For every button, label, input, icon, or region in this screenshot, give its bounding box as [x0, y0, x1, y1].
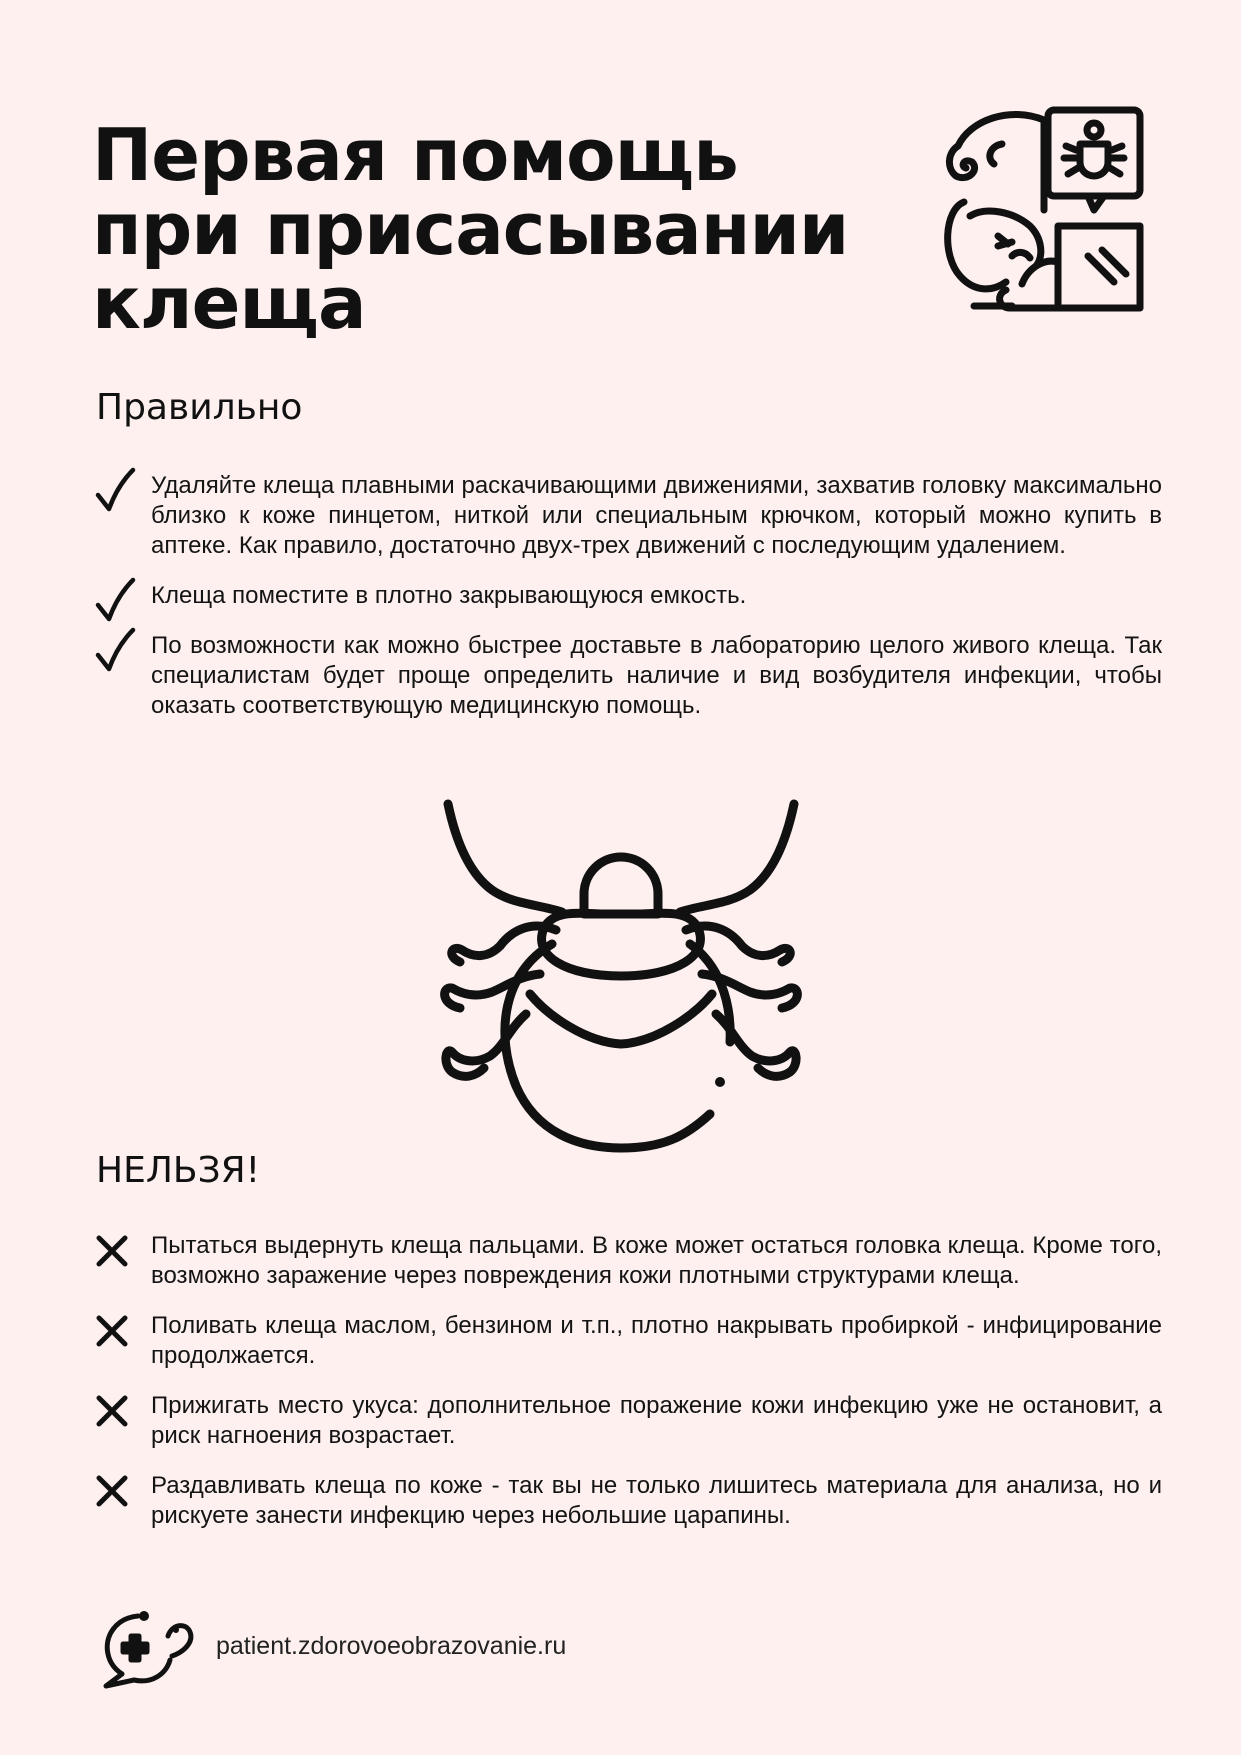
- forbidden-heading: НЕЛЬЗЯ!: [96, 1150, 261, 1191]
- title-line-3: клеща: [92, 261, 366, 345]
- checkmark-icon: [92, 627, 136, 675]
- forbidden-item-text: Раздавливать клеща по коже - так вы не только лишитесь материала для анализа, но и рискуете занести инфекцию через небольшие царапины.: [151, 1472, 1162, 1529]
- footer-url[interactable]: patient.zdorovoeobrazovanie.ru: [216, 1632, 567, 1660]
- cross-icon: [92, 1470, 136, 1518]
- cross-icon: [92, 1230, 136, 1278]
- correct-list: [92, 471, 1162, 721]
- correct-item: [92, 631, 1162, 721]
- doctor-with-tick-icon: [940, 106, 1150, 312]
- tick-icon: [436, 796, 806, 1160]
- medical-chat-logo-icon: [100, 1608, 196, 1690]
- correct-item-text: По возможности как можно быстрее доставьте в лабораторию целого живого клеща. Так специалистам будет проще определить наличие и вид возбудителя инфекции, чтобы оказать соответствующую медицинскую помощь.: [151, 632, 1162, 719]
- forbidden-item-text: Поливать клеща маслом, бензином и т.п., плотно накрывать пробиркой - инфицирование продолжается.: [151, 1312, 1162, 1369]
- correct-item-text: Удаляйте клеща плавными раскачивающими движениями, захватив головку максимально близко к коже пинцетом, ниткой или специальным крючком, который можно купить в аптеке. Как правило, достаточно двух-трех движений с последующим удалением.: [151, 472, 1162, 559]
- forbidden-item: [92, 1471, 1162, 1531]
- forbidden-item: [92, 1311, 1162, 1371]
- correct-item: [92, 581, 1162, 611]
- forbidden-item-text: Прижигать место укуса: дополнительное поражение кожи инфекцию уже не остановит, а риск нагноения возрастает.: [151, 1392, 1162, 1449]
- forbidden-item: [92, 1231, 1162, 1291]
- correct-item-text: Клеща поместите в плотно закрывающуюся емкость.: [151, 582, 747, 609]
- title-line-1: Первая помощь: [92, 113, 738, 197]
- correct-item: [92, 471, 1162, 561]
- forbidden-list: [92, 1231, 1162, 1531]
- checkmark-icon: [92, 577, 136, 625]
- correct-heading: Правильно: [96, 387, 303, 428]
- checkmark-icon: [92, 467, 136, 515]
- cross-icon: [92, 1310, 136, 1358]
- page-title: [92, 113, 932, 345]
- forbidden-item: [92, 1391, 1162, 1451]
- forbidden-item-text: Пытаться выдернуть клеща пальцами. В коже может остаться головка клеща. Кроме того, возможно заражение через повреждения кожи плотными структурами клеща.: [151, 1232, 1162, 1289]
- cross-icon: [92, 1390, 136, 1438]
- title-line-2: при присасывании: [92, 187, 849, 271]
